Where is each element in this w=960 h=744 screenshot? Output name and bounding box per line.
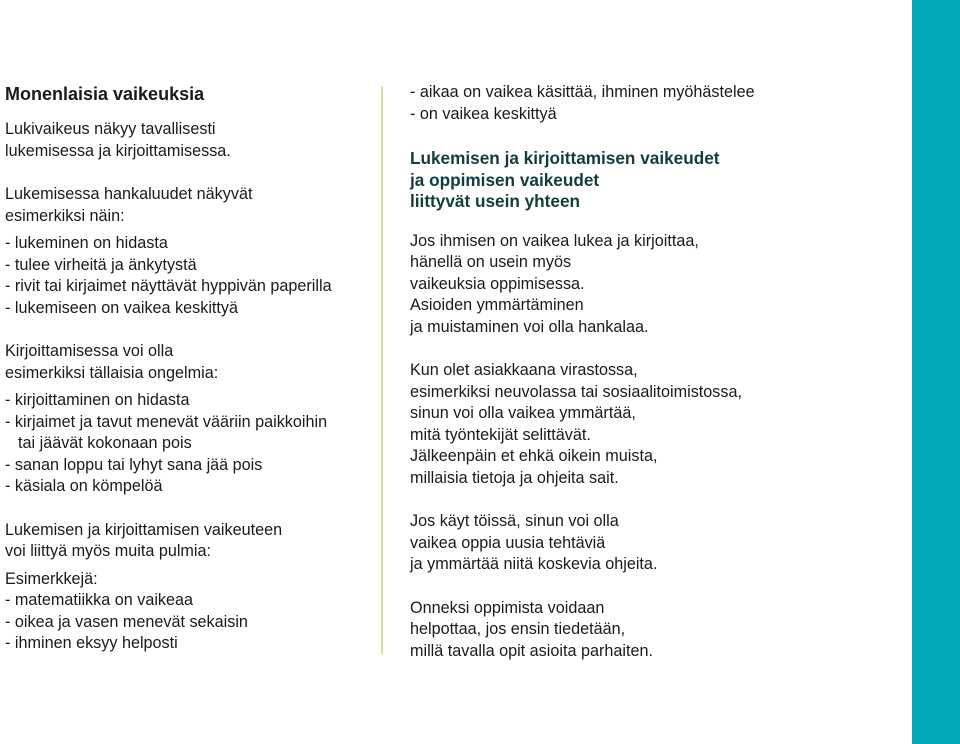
subheading-line: Lukemisen ja kirjoittamisen vaikeudet [410,148,720,168]
text-line: vaikeuksia oppimisessa. [410,274,585,293]
list-item: - rivit tai kirjaimet näyttävät hyppivän paperilla [5,277,332,295]
intro-paragraph [5,119,377,162]
text-line: esimerkiksi näin: [5,206,125,225]
paragraph-office [410,360,900,489]
list-item: - matematiikka on vaikeaa [5,591,194,609]
list-item: - kirjaimet ja tavut menevät vääriin paikkoihin [5,412,328,431]
other-intro [5,520,377,563]
list-item-continuation: tai jäävät kokonaan pois [18,434,192,452]
examples-list [5,569,377,655]
top-list [410,82,900,125]
list-item: - on vaikea keskittyä [410,104,557,123]
text-line: esimerkiksi tällaisia ongelmia: [5,363,219,382]
list-item: - aikaa on vaikea käsittää, ihminen myöhästelee [410,83,755,101]
list-item: - ihminen eksyy helposti [5,634,178,652]
writing-list [5,390,377,498]
text-line: Jälkeenpäin et ehkä oikein muista, [410,447,658,465]
list-item: - kirjoittaminen on hidasta [5,391,190,409]
list-item: - oikea ja vasen menevät sekaisin [5,612,248,631]
text-line: helpottaa, jos ensin tiedetään, [410,620,626,638]
column-divider [381,86,383,654]
text-line: millaisia tietoja ja ohjeita sait. [410,468,619,487]
text-line: ja ymmärtää niitä koskevia ohjeita. [410,555,658,573]
text-line: esimerkiksi neuvolassa tai sosiaalitoimistossa, [410,382,742,401]
list-item: - lukemiseen on vaikea keskittyä [5,298,239,317]
subheading-line: ja oppimisen vaikeudet [410,169,600,190]
paragraph-hope [410,598,900,663]
text-line: mitä työntekijät selittävät. [410,425,591,444]
text-line: Asioiden ymmärtäminen [410,296,584,314]
text-line: Lukivaikeus näkyy tavallisesti [5,120,216,138]
paragraph-learning [410,231,900,339]
list-item: - lukeminen on hidasta [5,234,168,252]
list-item: - sanan loppu tai lyhyt sana jää pois [5,455,263,474]
text-line: Kirjoittamisessa voi olla [5,342,174,360]
text-line: Kun olet asiakkaana virastossa, [410,361,638,379]
section-heading: Monenlaisia vaikeuksia [5,84,205,104]
text-line: Jos käyt töissä, sinun voi olla [410,512,619,530]
text-line: millä tavalla opit asioita parhaiten. [410,641,653,660]
text-line: hänellä on usein myös [410,253,572,271]
text-line: sinun voi olla vaikea ymmärtää, [410,404,636,422]
text-line: lukemisessa ja kirjoittamisessa. [5,141,231,160]
list-item: - käsiala on kömpelöä [5,477,163,495]
text-line: Onneksi oppimista voidaan [410,598,605,617]
list-item: - tulee virheitä ja änkytystä [5,255,197,274]
paragraph-work [410,511,900,576]
reading-list [5,233,377,319]
examples-label: Esimerkkejä: [5,569,98,588]
left-column [5,82,377,655]
accent-side-bar [912,0,960,744]
writing-intro [5,341,377,384]
subheading-line: liittyvät usein yhteen [410,191,581,211]
text-line: ja muistaminen voi olla hankalaa. [410,317,649,336]
reading-intro [5,184,377,227]
text-line: Lukemisen ja kirjoittamisen vaikeuteen [5,520,283,539]
text-line: vaikea oppia uusia tehtäviä [410,533,606,552]
text-line: Lukemisessa hankaluudet näkyvät [5,185,253,203]
right-column [410,82,900,662]
text-line: Jos ihmisen on vaikea lukea ja kirjoittaa, [410,231,699,250]
text-line: voi liittyä myös muita pulmia: [5,542,212,560]
section-subheading [410,148,900,213]
